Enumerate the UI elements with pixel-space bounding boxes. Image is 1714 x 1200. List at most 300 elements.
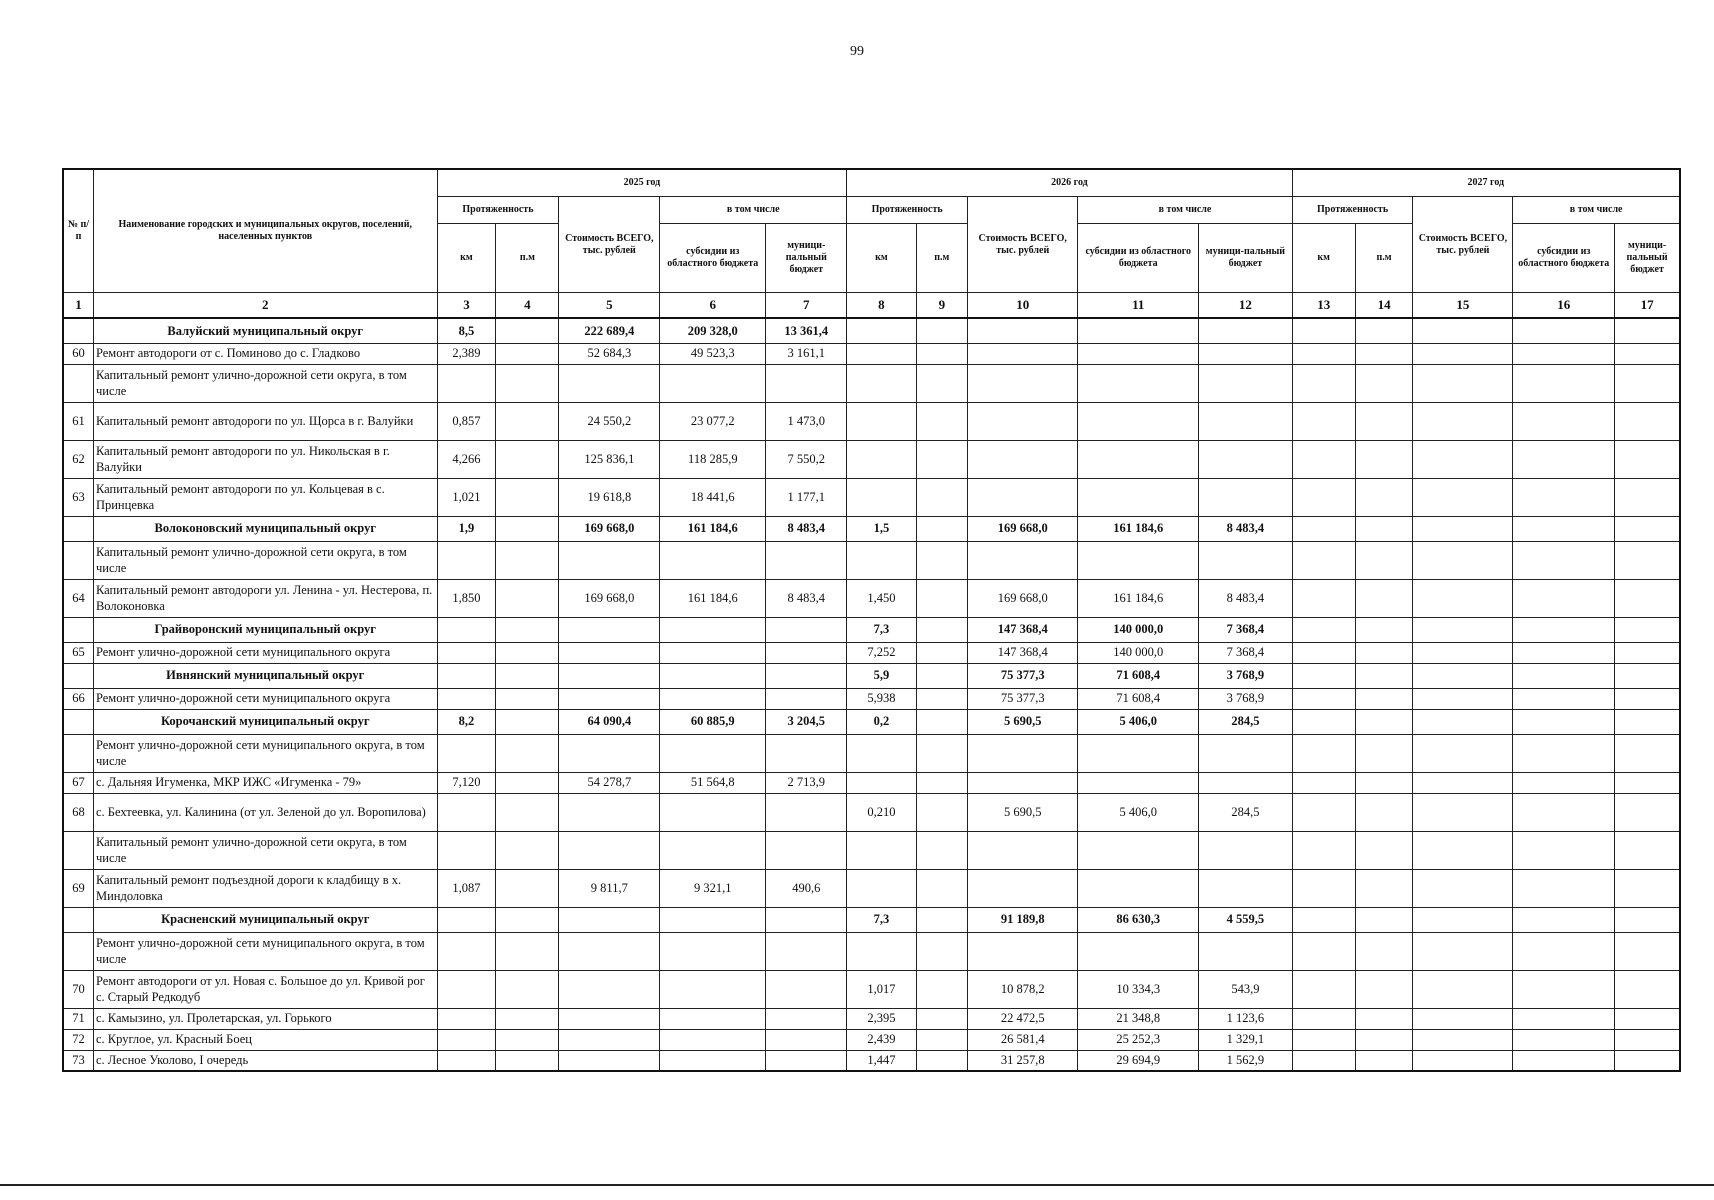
value-cell: [1615, 1029, 1680, 1050]
value-cell: [1199, 364, 1293, 402]
value-cell: 7 368,4: [1199, 617, 1293, 642]
value-cell: 54 278,7: [559, 772, 660, 793]
value-cell: [968, 343, 1078, 364]
value-cell: [496, 343, 559, 364]
row-name: Капитальный ремонт автодороги по ул. Никольская в г. Валуйки: [93, 440, 437, 478]
value-cell: [1413, 516, 1513, 541]
value-cell: 7,252: [847, 642, 916, 663]
value-cell: [496, 541, 559, 579]
value-cell: [916, 440, 967, 478]
value-cell: [1078, 440, 1199, 478]
value-cell: [1615, 1050, 1680, 1071]
value-cell: [660, 541, 766, 579]
row-name: Капитальный ремонт улично-дорожной сети округа, в том числе: [93, 541, 437, 579]
value-cell: [496, 1008, 559, 1029]
value-cell: [1292, 402, 1355, 440]
value-cell: 8 483,4: [1199, 516, 1293, 541]
table-row: [63, 1008, 1680, 1029]
value-cell: [1355, 478, 1413, 516]
value-cell: 147 368,4: [968, 617, 1078, 642]
value-cell: [1355, 663, 1413, 688]
value-cell: 161 184,6: [1078, 516, 1199, 541]
value-cell: [1355, 343, 1413, 364]
value-cell: [1413, 364, 1513, 402]
value-cell: [1292, 734, 1355, 772]
value-cell: [1199, 318, 1293, 343]
value-cell: [1413, 478, 1513, 516]
value-cell: [1355, 932, 1413, 970]
row-number: [63, 617, 93, 642]
value-cell: [1513, 663, 1615, 688]
value-cell: [437, 907, 496, 932]
value-cell: 140 000,0: [1078, 642, 1199, 663]
value-cell: [1199, 478, 1293, 516]
row-name: Капитальный ремонт автодороги по ул. Кольцевая в с. Принцевка: [93, 478, 437, 516]
value-cell: [847, 343, 916, 364]
value-cell: [1355, 402, 1413, 440]
row-name: с. Бехтеевка, ул. Калинина (от ул. Зеленой до ул. Воропилова): [93, 793, 437, 831]
value-cell: [916, 1008, 967, 1029]
value-cell: [660, 734, 766, 772]
row-number: [63, 932, 93, 970]
value-cell: [847, 734, 916, 772]
value-cell: 2 713,9: [766, 772, 847, 793]
value-cell: [1615, 478, 1680, 516]
column-number: 8: [847, 293, 916, 319]
value-cell: 7 368,4: [1199, 642, 1293, 663]
value-cell: [660, 642, 766, 663]
value-cell: [559, 831, 660, 869]
row-number: 70: [63, 970, 93, 1008]
row-number: [63, 516, 93, 541]
value-cell: [916, 1029, 967, 1050]
value-cell: [1513, 440, 1615, 478]
value-cell: [847, 772, 916, 793]
value-cell: [1413, 970, 1513, 1008]
column-number: 4: [496, 293, 559, 319]
row-number: 68: [63, 793, 93, 831]
value-cell: 1,021: [437, 478, 496, 516]
value-cell: 71 608,4: [1078, 688, 1199, 709]
value-cell: 86 630,3: [1078, 907, 1199, 932]
value-cell: [916, 772, 967, 793]
value-cell: [496, 793, 559, 831]
value-cell: [559, 1050, 660, 1071]
table-row: [63, 364, 1680, 402]
value-cell: [1413, 772, 1513, 793]
value-cell: [968, 734, 1078, 772]
table-row: [63, 688, 1680, 709]
value-cell: [1292, 516, 1355, 541]
value-cell: [968, 932, 1078, 970]
row-number: 67: [63, 772, 93, 793]
table-row: [63, 402, 1680, 440]
value-cell: [496, 579, 559, 617]
table-row: [63, 1050, 1680, 1071]
value-cell: [847, 318, 916, 343]
value-cell: [1292, 364, 1355, 402]
column-number: 11: [1078, 293, 1199, 319]
value-cell: [559, 541, 660, 579]
value-cell: [1078, 932, 1199, 970]
header-year: 2025 год: [437, 169, 847, 197]
value-cell: [968, 364, 1078, 402]
value-cell: [1292, 932, 1355, 970]
header-incl: в том числе: [1513, 197, 1680, 224]
table-body: [63, 318, 1680, 1071]
header-year: 2026 год: [847, 169, 1292, 197]
district-row: [63, 907, 1680, 932]
value-cell: [1292, 541, 1355, 579]
column-number: 3: [437, 293, 496, 319]
value-cell: 60 885,9: [660, 709, 766, 734]
value-cell: [1513, 478, 1615, 516]
table-row: [63, 440, 1680, 478]
value-cell: 2,389: [437, 343, 496, 364]
value-cell: 8,2: [437, 709, 496, 734]
value-cell: [1513, 617, 1615, 642]
value-cell: 75 377,3: [968, 688, 1078, 709]
value-cell: [660, 831, 766, 869]
value-cell: [1355, 1029, 1413, 1050]
value-cell: [1292, 642, 1355, 663]
row-number: [63, 364, 93, 402]
row-number: 69: [63, 869, 93, 907]
value-cell: [1513, 831, 1615, 869]
value-cell: [1513, 709, 1615, 734]
value-cell: [1355, 869, 1413, 907]
district-name: Валуйский муниципальный округ: [93, 318, 437, 343]
column-number: 13: [1292, 293, 1355, 319]
value-cell: [1355, 772, 1413, 793]
row-number: [63, 907, 93, 932]
value-cell: 161 184,6: [660, 516, 766, 541]
value-cell: [1355, 318, 1413, 343]
value-cell: [1355, 907, 1413, 932]
value-cell: 5 406,0: [1078, 793, 1199, 831]
value-cell: 3 768,9: [1199, 663, 1293, 688]
value-cell: [1292, 907, 1355, 932]
value-cell: [1078, 478, 1199, 516]
value-cell: 118 285,9: [660, 440, 766, 478]
value-cell: [1355, 642, 1413, 663]
value-cell: [1413, 440, 1513, 478]
value-cell: [1513, 772, 1615, 793]
value-cell: [437, 688, 496, 709]
value-cell: 52 684,3: [559, 343, 660, 364]
value-cell: [1355, 709, 1413, 734]
value-cell: 161 184,6: [660, 579, 766, 617]
header-km: км: [1292, 224, 1355, 293]
value-cell: 8 483,4: [1199, 579, 1293, 617]
value-cell: [660, 1050, 766, 1071]
value-cell: [1078, 402, 1199, 440]
value-cell: [437, 364, 496, 402]
table-row: [63, 343, 1680, 364]
value-cell: [559, 617, 660, 642]
value-cell: [1355, 688, 1413, 709]
value-cell: [1413, 402, 1513, 440]
row-name: Ремонт улично-дорожной сети муниципального округа: [93, 642, 437, 663]
value-cell: [496, 688, 559, 709]
value-cell: [1413, 541, 1513, 579]
header-pm: п.м: [916, 224, 967, 293]
value-cell: [660, 1008, 766, 1029]
value-cell: 284,5: [1199, 793, 1293, 831]
value-cell: [1615, 440, 1680, 478]
value-cell: [766, 907, 847, 932]
value-cell: [1513, 579, 1615, 617]
value-cell: [766, 793, 847, 831]
table-row: [63, 869, 1680, 907]
value-cell: [847, 440, 916, 478]
value-cell: [496, 364, 559, 402]
value-cell: [1292, 478, 1355, 516]
row-number: 71: [63, 1008, 93, 1029]
row-number: [63, 318, 93, 343]
value-cell: [1513, 688, 1615, 709]
value-cell: [916, 663, 967, 688]
value-cell: [1292, 318, 1355, 343]
row-number: [63, 541, 93, 579]
value-cell: [1615, 579, 1680, 617]
value-cell: [496, 970, 559, 1008]
value-cell: 29 694,9: [1078, 1050, 1199, 1071]
value-cell: 3 768,9: [1199, 688, 1293, 709]
value-cell: [1292, 1029, 1355, 1050]
table-row: [63, 970, 1680, 1008]
value-cell: [1355, 440, 1413, 478]
value-cell: [1413, 663, 1513, 688]
value-cell: [437, 541, 496, 579]
district-name: Красненский муниципальный округ: [93, 907, 437, 932]
row-name: Капитальный ремонт улично-дорожной сети округа, в том числе: [93, 364, 437, 402]
value-cell: 5,938: [847, 688, 916, 709]
header-pm: п.м: [1355, 224, 1413, 293]
value-cell: 5,9: [847, 663, 916, 688]
value-cell: 125 836,1: [559, 440, 660, 478]
column-number: 14: [1355, 293, 1413, 319]
value-cell: [496, 932, 559, 970]
value-cell: 22 472,5: [968, 1008, 1078, 1029]
value-cell: [559, 932, 660, 970]
value-cell: 3 204,5: [766, 709, 847, 734]
value-cell: [496, 617, 559, 642]
value-cell: [1615, 734, 1680, 772]
value-cell: [496, 663, 559, 688]
value-cell: [916, 709, 967, 734]
header-pm: п.м: [496, 224, 559, 293]
header-incl: в том числе: [1078, 197, 1292, 224]
value-cell: [916, 402, 967, 440]
value-cell: [1292, 343, 1355, 364]
value-cell: [916, 793, 967, 831]
value-cell: [1615, 869, 1680, 907]
value-cell: [496, 318, 559, 343]
value-cell: [1413, 318, 1513, 343]
value-cell: 0,857: [437, 402, 496, 440]
row-name: Ремонт автодороги от с. Поминово до с. Гладково: [93, 343, 437, 364]
value-cell: [847, 831, 916, 869]
district-name: Корочанский муниципальный округ: [93, 709, 437, 734]
value-cell: [1355, 516, 1413, 541]
value-cell: [1292, 709, 1355, 734]
value-cell: [1413, 831, 1513, 869]
value-cell: [660, 793, 766, 831]
value-cell: [1292, 663, 1355, 688]
value-cell: [1292, 970, 1355, 1008]
value-cell: [766, 642, 847, 663]
value-cell: 147 368,4: [968, 642, 1078, 663]
value-cell: [437, 1050, 496, 1071]
header-km: км: [847, 224, 916, 293]
value-cell: 10 878,2: [968, 970, 1078, 1008]
value-cell: [916, 932, 967, 970]
value-cell: [559, 793, 660, 831]
value-cell: [1292, 772, 1355, 793]
row-number: 66: [63, 688, 93, 709]
value-cell: 1,017: [847, 970, 916, 1008]
value-cell: [1292, 440, 1355, 478]
value-cell: [1513, 907, 1615, 932]
row-name: Ремонт улично-дорожной сети муниципального округа: [93, 688, 437, 709]
value-cell: 8,5: [437, 318, 496, 343]
value-cell: [1199, 772, 1293, 793]
value-cell: 1 473,0: [766, 402, 847, 440]
value-cell: [1292, 1050, 1355, 1071]
value-cell: [1355, 1050, 1413, 1071]
value-cell: [1199, 440, 1293, 478]
value-cell: 26 581,4: [968, 1029, 1078, 1050]
value-cell: 222 689,4: [559, 318, 660, 343]
value-cell: [1413, 869, 1513, 907]
table-row: [63, 831, 1680, 869]
value-cell: 169 668,0: [968, 579, 1078, 617]
value-cell: 7 550,2: [766, 440, 847, 478]
value-cell: [1292, 869, 1355, 907]
column-number: 10: [968, 293, 1078, 319]
value-cell: 5 690,5: [968, 709, 1078, 734]
value-cell: [660, 617, 766, 642]
value-cell: [559, 970, 660, 1008]
header-municipal: муници-пальный бюджет: [1199, 224, 1293, 293]
row-name: с. Дальняя Игуменка, МКР ИЖС «Игуменка - 79»: [93, 772, 437, 793]
value-cell: [1413, 688, 1513, 709]
value-cell: 1,087: [437, 869, 496, 907]
value-cell: 8 483,4: [766, 516, 847, 541]
value-cell: 25 252,3: [1078, 1029, 1199, 1050]
value-cell: 9 811,7: [559, 869, 660, 907]
value-cell: 2,395: [847, 1008, 916, 1029]
value-cell: [1513, 970, 1615, 1008]
value-cell: 64 090,4: [559, 709, 660, 734]
value-cell: [660, 1029, 766, 1050]
header-cost: Стоимость ВСЕГО, тыс. рублей: [1413, 197, 1513, 293]
header-length: Протяженность: [1292, 197, 1413, 224]
value-cell: [1413, 1029, 1513, 1050]
row-name: с. Круглое, ул. Красный Боец: [93, 1029, 437, 1050]
value-cell: 1 123,6: [1199, 1008, 1293, 1029]
header-length: Протяженность: [847, 197, 968, 224]
value-cell: [1615, 642, 1680, 663]
value-cell: [1199, 734, 1293, 772]
value-cell: [1615, 932, 1680, 970]
value-cell: [847, 478, 916, 516]
value-cell: [1413, 642, 1513, 663]
row-name: Ремонт улично-дорожной сети муниципального округа, в том числе: [93, 734, 437, 772]
value-cell: 31 257,8: [968, 1050, 1078, 1071]
header-municipal: муници-пальный бюджет: [1615, 224, 1680, 293]
value-cell: [437, 642, 496, 663]
value-cell: [968, 831, 1078, 869]
value-cell: [496, 516, 559, 541]
district-row: [63, 709, 1680, 734]
row-name: Капитальный ремонт подъездной дороги к кладбищу в х. Миндоловка: [93, 869, 437, 907]
value-cell: [1513, 516, 1615, 541]
value-cell: [1615, 541, 1680, 579]
value-cell: [766, 734, 847, 772]
value-cell: [1078, 734, 1199, 772]
column-number: 6: [660, 293, 766, 319]
value-cell: 5 406,0: [1078, 709, 1199, 734]
value-cell: [1355, 734, 1413, 772]
row-number: 60: [63, 343, 93, 364]
value-cell: 1,850: [437, 579, 496, 617]
value-cell: [1078, 831, 1199, 869]
value-cell: 0,210: [847, 793, 916, 831]
row-number: 63: [63, 478, 93, 516]
value-cell: 161 184,6: [1078, 579, 1199, 617]
value-cell: [496, 642, 559, 663]
row-number: 61: [63, 402, 93, 440]
value-cell: [437, 793, 496, 831]
district-row: [63, 617, 1680, 642]
value-cell: 18 441,6: [660, 478, 766, 516]
header-incl: в том числе: [660, 197, 847, 224]
value-cell: 0,2: [847, 709, 916, 734]
value-cell: [1292, 793, 1355, 831]
row-number: 72: [63, 1029, 93, 1050]
value-cell: [1413, 709, 1513, 734]
value-cell: [1513, 364, 1615, 402]
value-cell: 49 523,3: [660, 343, 766, 364]
value-cell: [1513, 318, 1615, 343]
value-cell: [437, 831, 496, 869]
header-col-no: № п/п: [63, 169, 93, 293]
value-cell: [1615, 402, 1680, 440]
value-cell: 19 618,8: [559, 478, 660, 516]
value-cell: [1355, 579, 1413, 617]
value-cell: [437, 1008, 496, 1029]
value-cell: [968, 772, 1078, 793]
value-cell: 2,439: [847, 1029, 916, 1050]
value-cell: [916, 343, 967, 364]
header-municipal: муници-пальный бюджет: [766, 224, 847, 293]
value-cell: 75 377,3: [968, 663, 1078, 688]
value-cell: 13 361,4: [766, 318, 847, 343]
value-cell: [1615, 364, 1680, 402]
header-length: Протяженность: [437, 197, 559, 224]
value-cell: 4,266: [437, 440, 496, 478]
value-cell: 490,6: [766, 869, 847, 907]
value-cell: [660, 932, 766, 970]
value-cell: [1513, 402, 1615, 440]
value-cell: [496, 734, 559, 772]
value-cell: [1413, 1050, 1513, 1071]
value-cell: 209 328,0: [660, 318, 766, 343]
row-name: Капитальный ремонт улично-дорожной сети округа, в том числе: [93, 831, 437, 869]
value-cell: 23 077,2: [660, 402, 766, 440]
